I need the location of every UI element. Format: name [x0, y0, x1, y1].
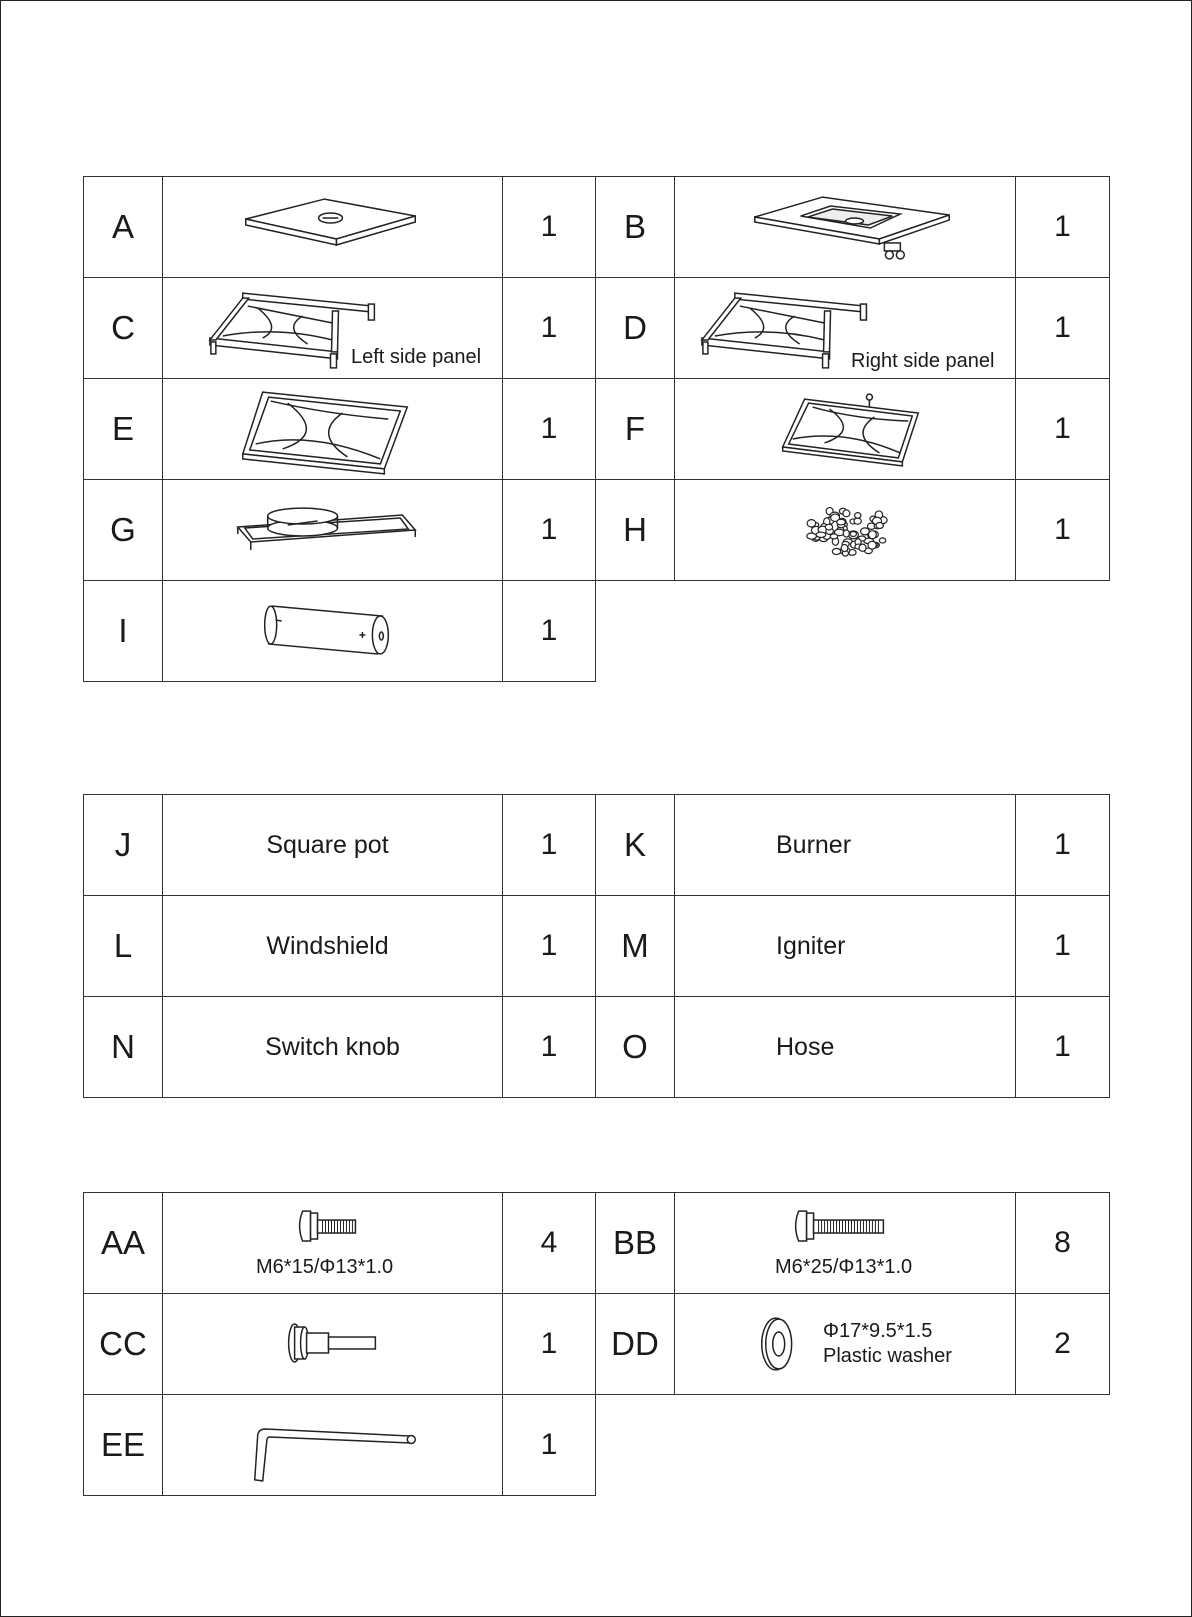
rock-pebble [843, 530, 849, 537]
rock-pebble [859, 544, 866, 551]
part-illustration-cc [163, 1294, 503, 1395]
part-quantity: 1 [503, 177, 596, 278]
part-letter: C [84, 278, 163, 379]
part-name: Burner [675, 795, 1016, 896]
part-illustration-g [163, 480, 503, 581]
part-quantity: 8 [1016, 1193, 1110, 1294]
part-illustration-e [163, 379, 503, 480]
part-letter: H [596, 480, 675, 581]
front-panel-illustration [163, 379, 502, 479]
tabletop-panel-illustration [163, 177, 502, 277]
part-quantity: 1 [1016, 278, 1110, 379]
rock-pebble [825, 524, 832, 530]
table-row [84, 1294, 1110, 1395]
rock-pebble [868, 541, 876, 549]
part-letter: EE [84, 1395, 163, 1496]
part-letter: G [84, 480, 163, 581]
part-name: Windshield [163, 896, 503, 997]
part-name: Switch knob [163, 997, 503, 1098]
part-letter: J [84, 795, 163, 896]
part-quantity: 4 [503, 1193, 596, 1294]
rock-pebble [850, 531, 856, 536]
part-quantity: 1 [503, 480, 596, 581]
part-letter: E [84, 379, 163, 480]
table-row [84, 177, 1110, 278]
part-illustration-ee [163, 1395, 503, 1496]
battery-illustration [163, 581, 502, 681]
rock-pebble [843, 510, 850, 517]
table-row [84, 896, 1110, 997]
rock-pebble [832, 548, 840, 554]
part-letter: I [84, 581, 163, 682]
rock-pebble [837, 519, 846, 525]
table-row [84, 997, 1110, 1098]
hardware-table [83, 1192, 1110, 1496]
pin-illustration [163, 1294, 502, 1394]
top-frame-illustration [675, 177, 1015, 277]
lava-rocks-illustration [675, 480, 1015, 580]
table-row [84, 480, 1110, 581]
rock-pebble [841, 544, 848, 551]
part-letter: D [596, 278, 675, 379]
part-illustration-a [163, 177, 503, 278]
part-quantity: 1 [503, 1294, 596, 1395]
part-name: Square pot [163, 795, 503, 896]
table-row [84, 1395, 1110, 1496]
panel-caption: Right side panel [851, 350, 995, 372]
rock-pebble [869, 531, 877, 539]
rock-pebble [854, 518, 861, 524]
part-quantity: 1 [1016, 896, 1110, 997]
part-illustration-dd [675, 1294, 1016, 1395]
part-illustration-f [675, 379, 1016, 480]
rock-pebble [807, 520, 816, 527]
part-letter: DD [596, 1294, 675, 1395]
part-quantity: 2 [1016, 1294, 1110, 1395]
part-illustration-aa [163, 1193, 503, 1294]
part-quantity: 1 [503, 896, 596, 997]
part-letter: M [596, 896, 675, 997]
part-letter: N [84, 997, 163, 1098]
table-row [84, 581, 1110, 682]
part-quantity: 1 [503, 1395, 596, 1496]
table-row [84, 379, 1110, 480]
table-row [84, 1193, 1110, 1294]
hardware-spec: M6*15/Φ13*1.0 [256, 1256, 394, 1278]
part-letter: O [596, 997, 675, 1098]
table-row [84, 278, 1110, 379]
part-illustration-h [675, 480, 1016, 581]
allen-wrench-illustration [163, 1395, 502, 1495]
components-table [83, 176, 1110, 682]
rock-pebble [830, 534, 838, 539]
part-letter: A [84, 177, 163, 278]
hardware-spec: M6*25/Φ13*1.0 [775, 1256, 913, 1278]
part-illustration-b [675, 177, 1016, 278]
rock-pebble [816, 532, 826, 537]
part-quantity: 1 [1016, 379, 1110, 480]
support-frame-illustration [163, 480, 502, 580]
hardware-spec [823, 1319, 952, 1369]
part-quantity: 1 [503, 581, 596, 682]
part-illustration-bb [675, 1193, 1016, 1294]
part-letter: B [596, 177, 675, 278]
part-quantity: 1 [1016, 795, 1110, 896]
back-panel-illustration [675, 379, 1015, 479]
part-quantity: 1 [1016, 177, 1110, 278]
rock-pebble [879, 538, 885, 543]
washer-type: Plastic washer [823, 1345, 952, 1367]
part-quantity: 1 [503, 997, 596, 1098]
panel-caption: Left side panel [351, 346, 482, 368]
part-letter: AA [84, 1193, 163, 1294]
part-letter: L [84, 896, 163, 997]
part-quantity: 1 [503, 379, 596, 480]
rock-pebble [876, 523, 883, 529]
named-parts-table [83, 794, 1110, 1098]
part-letter: CC [84, 1294, 163, 1395]
washer-size: Φ17*9.5*1.5 [823, 1320, 933, 1342]
table-row [84, 795, 1110, 896]
part-quantity: 1 [503, 278, 596, 379]
part-quantity: 1 [503, 795, 596, 896]
part-name: Igniter [675, 896, 1016, 997]
part-letter: F [596, 379, 675, 480]
part-letter: K [596, 795, 675, 896]
part-quantity: 1 [1016, 997, 1110, 1098]
part-name: Hose [675, 997, 1016, 1098]
part-letter: BB [596, 1193, 675, 1294]
part-illustration-c [163, 278, 503, 379]
rock-pebble [855, 513, 861, 519]
part-quantity: 1 [1016, 480, 1110, 581]
part-illustration-i [163, 581, 503, 682]
part-illustration-d [675, 278, 1016, 379]
